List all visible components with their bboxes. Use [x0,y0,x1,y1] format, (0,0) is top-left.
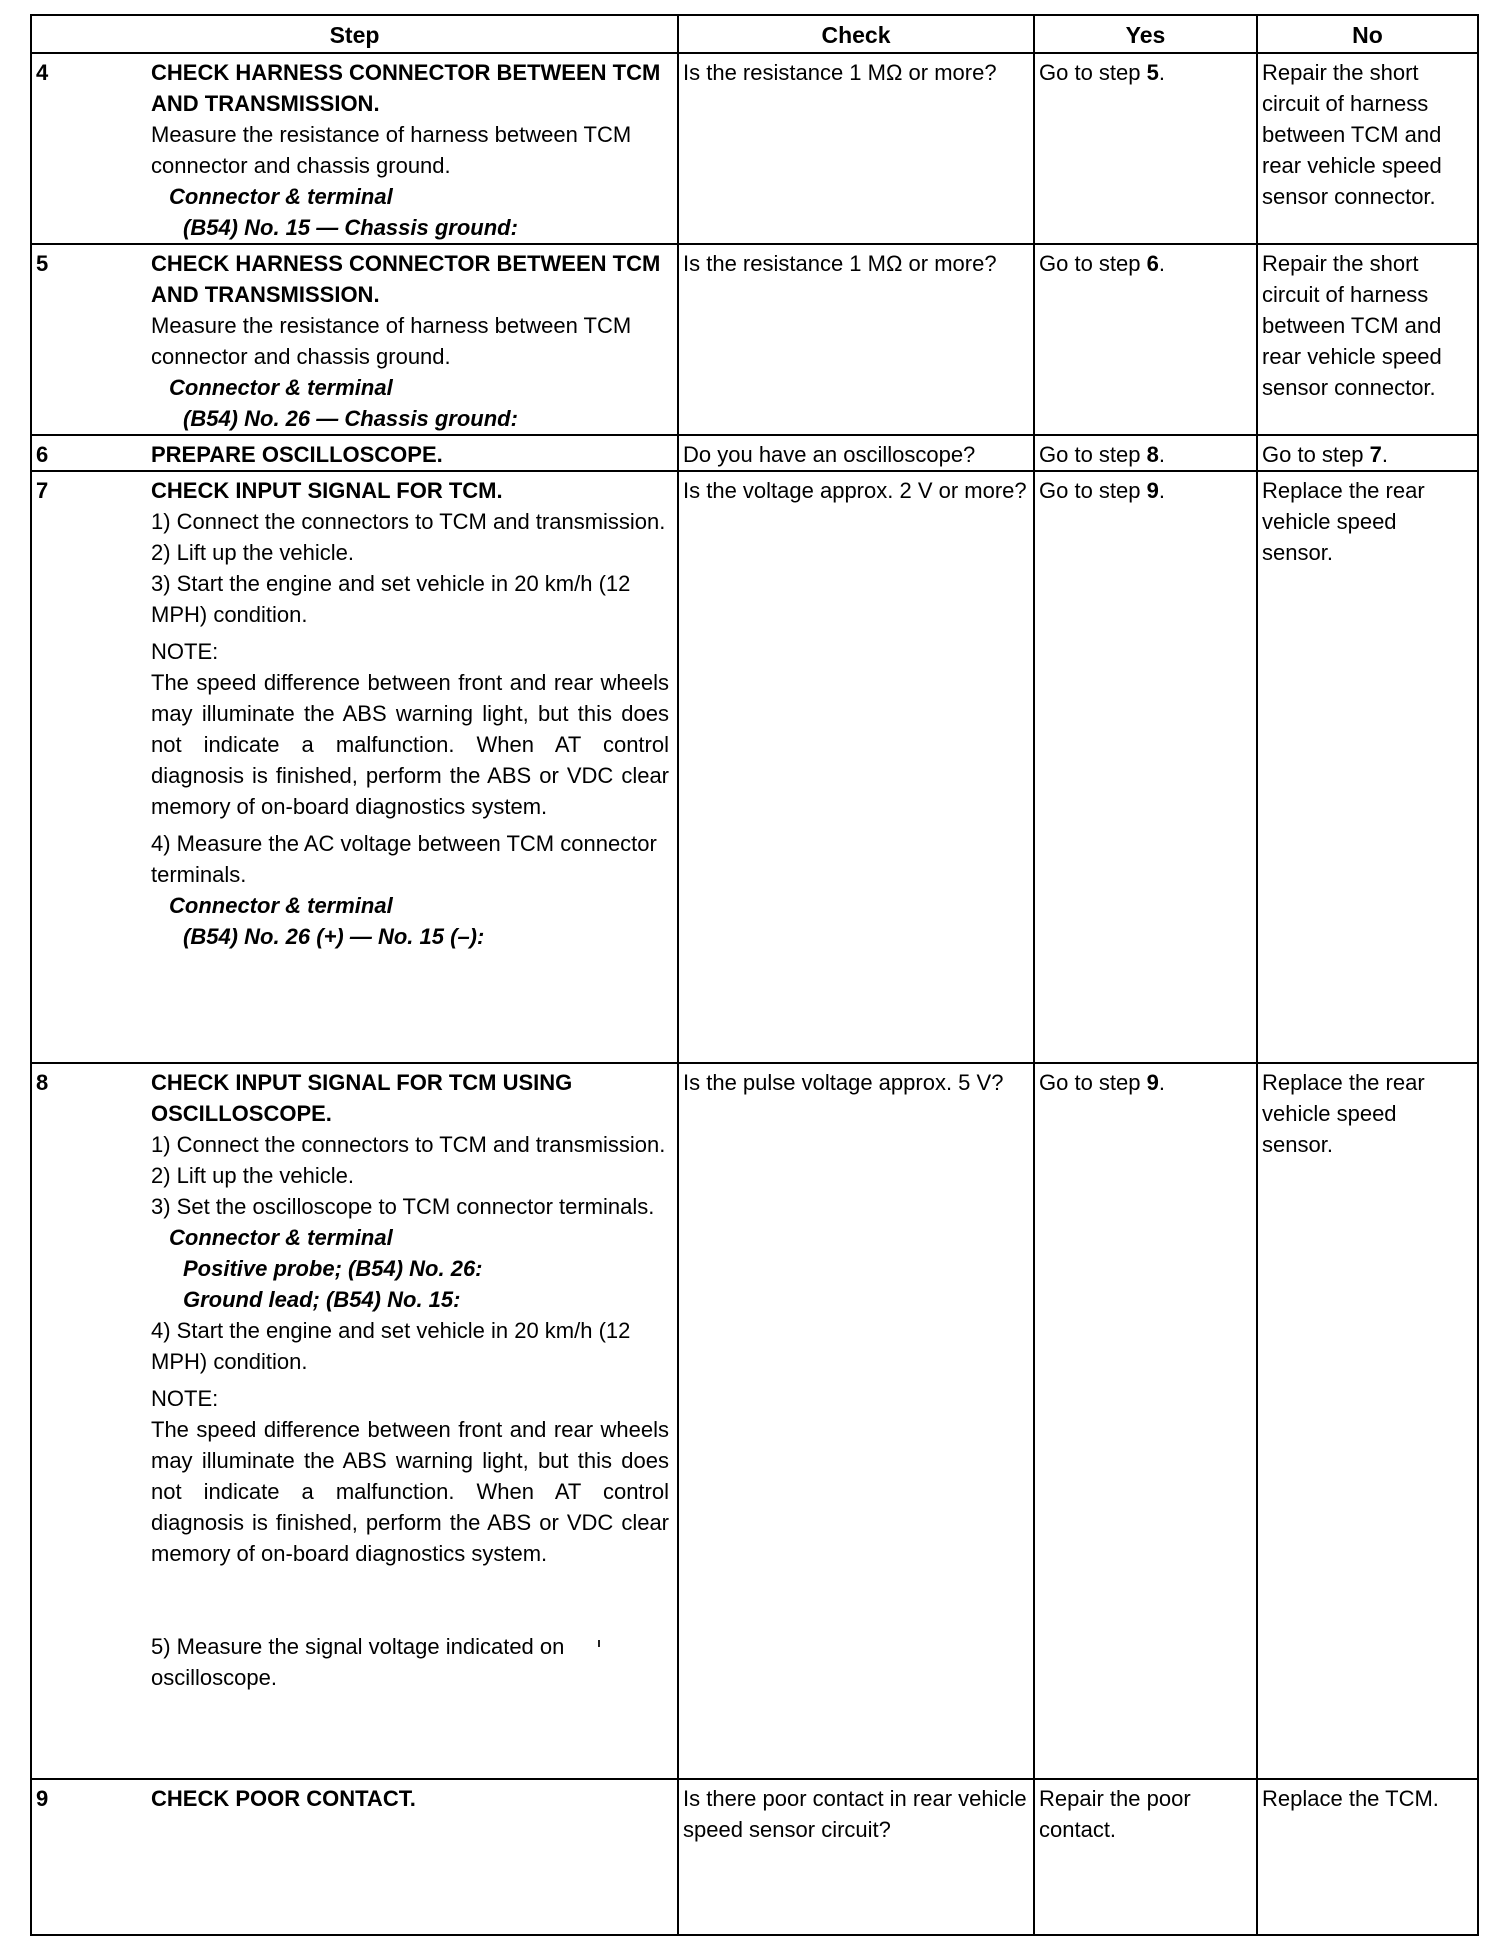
step-text: Measure the resistance of harness between TCM connector and chassis ground. [151,313,632,369]
header-step: Step [31,15,678,53]
yes-cell: Repair the poor contact. [1034,1779,1257,1935]
connector-terminal-line: (B54) No. 26 — Chassis ground: [183,406,518,431]
substep-5: 5) Measure the signal voltage indicated on oscilloscope. [151,1634,565,1690]
step-title: CHECK INPUT SIGNAL FOR TCM USING OSCILLOSCOPE. [151,1070,573,1126]
connector-terminal-line: (B54) No. 15 — Chassis ground: [183,215,518,240]
header-yes: Yes [1034,15,1257,53]
step-title: CHECK HARNESS CONNECTOR BETWEEN TCM AND TRANSMISSION. [151,251,661,307]
step-text: Measure the resistance of harness between TCM connector and chassis ground. [151,122,632,178]
table-row-step-6 [31,435,1478,471]
no-cell: Replace the rear vehicle speed sensor. [1257,471,1478,1063]
stray-mark [598,1640,600,1647]
yes-cell: Go to step 9. [1034,471,1257,1063]
diagnostic-table [30,14,1479,1936]
connector-terminal-line: Ground lead; (B54) No. 15: [183,1287,461,1312]
substep-2: 2) Lift up the vehicle. [151,1163,355,1188]
connector-terminal-heading: Connector & terminal [169,184,393,209]
yes-cell: Go to step 5. [1034,53,1257,244]
table-row-step-4 [31,53,1478,244]
connector-terminal-line: Positive probe; (B54) No. 26: [183,1256,483,1281]
step-title: CHECK POOR CONTACT. [151,1786,416,1811]
substep-2: 2) Lift up the vehicle. [151,540,355,565]
table-row-step-9 [31,1779,1478,1935]
table-row-step-5 [31,244,1478,435]
header-check: Check [678,15,1034,53]
connector-terminal-heading: Connector & terminal [169,375,393,400]
check-cell: Is the pulse voltage approx. 5 V? [678,1063,1034,1779]
step-number: 9 [36,1786,49,1811]
step-title: PREPARE OSCILLOSCOPE. [151,442,443,467]
note-label: NOTE: [151,1386,219,1411]
step-cell [31,1063,678,1779]
connector-terminal-line: (B54) No. 26 (+) — No. 15 (–): [183,924,485,949]
no-cell: Go to step 7. [1257,435,1478,471]
no-cell: Replace the TCM. [1257,1779,1478,1935]
step-cell [31,471,678,1063]
yes-cell: Go to step 9. [1034,1063,1257,1779]
substep-3: 3) Set the oscilloscope to TCM connector terminals. [151,1194,655,1219]
substep-4: 4) Measure the AC voltage between TCM connector terminals. [151,831,657,887]
note-label: NOTE: [151,639,219,664]
step-cell [31,1779,678,1935]
yes-cell: Go to step 8. [1034,435,1257,471]
substep-3: 3) Start the engine and set vehicle in 20 km/h (12 MPH) condition. [151,571,631,627]
step-number: 8 [36,1070,49,1095]
step-title: CHECK HARNESS CONNECTOR BETWEEN TCM AND TRANSMISSION. [151,60,661,116]
no-cell: Repair the short circuit of harness between TCM and rear vehicle speed sensor connector. [1257,53,1478,244]
step-cell [31,435,678,471]
substep-4: 4) Start the engine and set vehicle in 20 km/h (12 MPH) condition. [151,1318,631,1374]
no-cell: Replace the rear vehicle speed sensor. [1257,1063,1478,1779]
step-number: 7 [36,478,49,503]
substep-1: 1) Connect the connectors to TCM and transmission. [151,1132,666,1157]
yes-cell: Go to step 6. [1034,244,1257,435]
check-cell: Do you have an oscilloscope? [678,435,1034,471]
step-title: CHECK INPUT SIGNAL FOR TCM. [151,478,503,503]
table-row-step-7 [31,471,1478,1063]
check-cell: Is the resistance 1 MΩ or more? [678,53,1034,244]
step-number: 6 [36,442,49,467]
header-row [31,15,1478,53]
no-cell: Repair the short circuit of harness between TCM and rear vehicle speed sensor connector. [1257,244,1478,435]
check-cell: Is there poor contact in rear vehicle speed sensor circuit? [678,1779,1034,1935]
step-cell [31,53,678,244]
step-number: 5 [36,251,49,276]
connector-terminal-heading: Connector & terminal [169,1225,393,1250]
note-text: The speed difference between front and rear wheels may illuminate the ABS warning light, but this does not indicate a malfunction. When AT control diagnosis is finished, perform the ABS or VDC clear memory of on-board diagnostics system. [151,1417,669,1566]
substep-1: 1) Connect the connectors to TCM and transmission. [151,509,666,534]
check-cell: Is the resistance 1 MΩ or more? [678,244,1034,435]
connector-terminal-heading: Connector & terminal [169,893,393,918]
check-cell: Is the voltage approx. 2 V or more? [678,471,1034,1063]
step-cell [31,244,678,435]
step-number: 4 [36,60,49,85]
table-row-step-8 [31,1063,1478,1779]
header-no: No [1257,15,1478,53]
note-text: The speed difference between front and rear wheels may illuminate the ABS warning light, but this does not indicate a malfunction. When AT control diagnosis is finished, perform the ABS or VDC clear memory of on-board diagnostics system. [151,670,669,819]
